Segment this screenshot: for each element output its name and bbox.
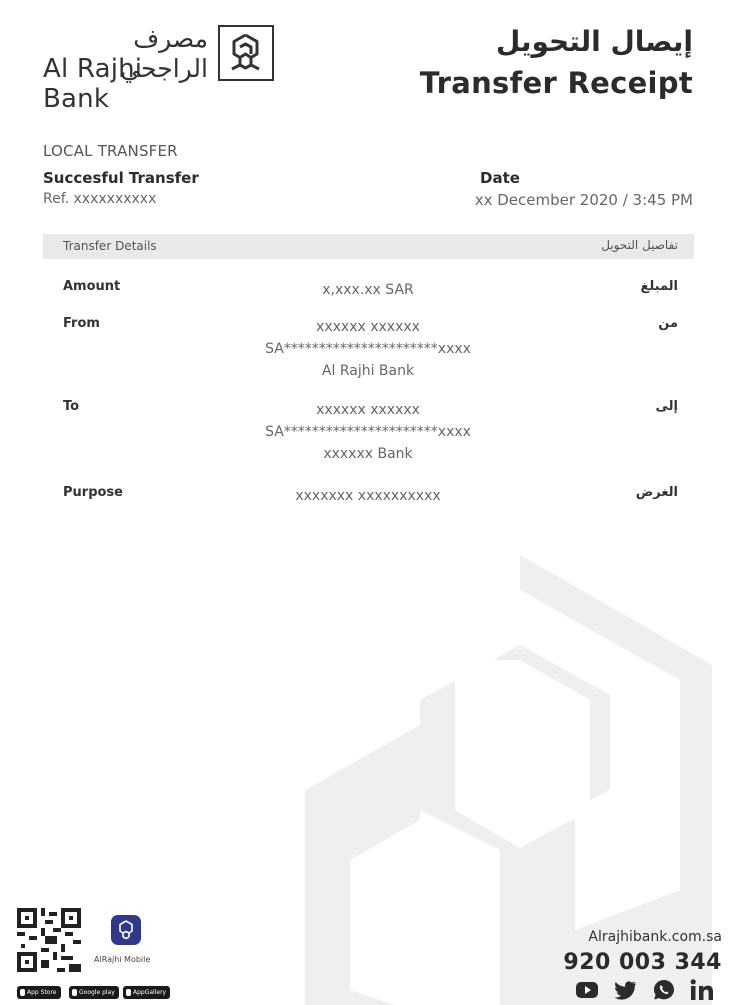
amount-value-block bbox=[203, 279, 533, 301]
social-icons bbox=[575, 978, 725, 1004]
app-name-label: AlRajhi Mobile bbox=[94, 955, 151, 964]
receipt-title-english: Transfer Receipt bbox=[419, 66, 693, 100]
appgallery-badge[interactable]: AppGallery bbox=[123, 986, 170, 999]
purpose-label-arabic: الغرض bbox=[635, 485, 678, 500]
website-link[interactable]: Alrajhibank.com.sa bbox=[588, 929, 722, 945]
bank-name-english: Al Rajhi Bank bbox=[43, 54, 143, 114]
from-account-name: xxxxxx xxxxxx bbox=[316, 319, 420, 335]
from-iban: SA**********************xxxx bbox=[265, 341, 471, 357]
from-row bbox=[43, 316, 694, 386]
purpose-row bbox=[43, 485, 694, 509]
whatsapp-icon[interactable] bbox=[651, 978, 677, 1002]
purpose-value-block bbox=[203, 485, 533, 507]
from-label-arabic: من bbox=[658, 316, 678, 331]
amount-label-arabic: المبلغ bbox=[640, 279, 678, 294]
bank-logo-icon bbox=[218, 25, 274, 81]
date-value: xx December 2020 / 3:45 PM bbox=[474, 191, 693, 209]
bank-brand bbox=[43, 24, 278, 114]
qr-code-icon[interactable] bbox=[17, 908, 81, 972]
transfer-details-title-english: Transfer Details bbox=[63, 239, 157, 253]
app-store-badge[interactable]: App Store bbox=[17, 986, 61, 999]
linkedin-icon[interactable] bbox=[689, 978, 719, 1002]
amount-row bbox=[43, 279, 694, 303]
phone-number[interactable]: 920 003 344 bbox=[563, 950, 722, 975]
from-bank: Al Rajhi Bank bbox=[321, 363, 415, 379]
date-label: Date bbox=[480, 169, 520, 187]
from-value-block bbox=[203, 316, 533, 382]
to-label-arabic: إلى bbox=[655, 399, 678, 414]
transfer-reference: Ref. xxxxxxxxxx bbox=[43, 191, 157, 207]
transfer-status: Succesful Transfer bbox=[43, 169, 199, 187]
bank-name-arabic: مصرف الراجحي bbox=[120, 24, 208, 83]
to-bank: xxxxxx Bank bbox=[323, 446, 413, 462]
purpose-value: xxxxxxx xxxxxxxxxx bbox=[295, 488, 441, 504]
transfer-type: LOCAL TRANSFER bbox=[43, 142, 178, 160]
alrajhi-mobile-app-icon[interactable] bbox=[111, 915, 141, 945]
amount-value: x,xxx.xx SAR bbox=[322, 282, 414, 298]
google-play-badge[interactable]: Google play bbox=[69, 986, 119, 999]
purpose-label-english: Purpose bbox=[63, 485, 123, 500]
from-label-english: From bbox=[63, 316, 100, 331]
to-value-block bbox=[203, 399, 533, 465]
to-account-name: xxxxxx xxxxxx bbox=[316, 402, 420, 418]
to-row bbox=[43, 399, 694, 469]
youtube-icon[interactable] bbox=[575, 978, 601, 1002]
to-iban: SA**********************xxxx bbox=[265, 424, 471, 440]
transfer-details-title-arabic: تفاصيل التحويل bbox=[601, 238, 678, 252]
transfer-details-header bbox=[43, 234, 694, 259]
receipt-title-arabic: إيصال التحويل bbox=[495, 25, 693, 58]
to-label-english: To bbox=[63, 399, 80, 414]
amount-label-english: Amount bbox=[63, 279, 121, 294]
twitter-icon[interactable] bbox=[613, 978, 639, 1002]
